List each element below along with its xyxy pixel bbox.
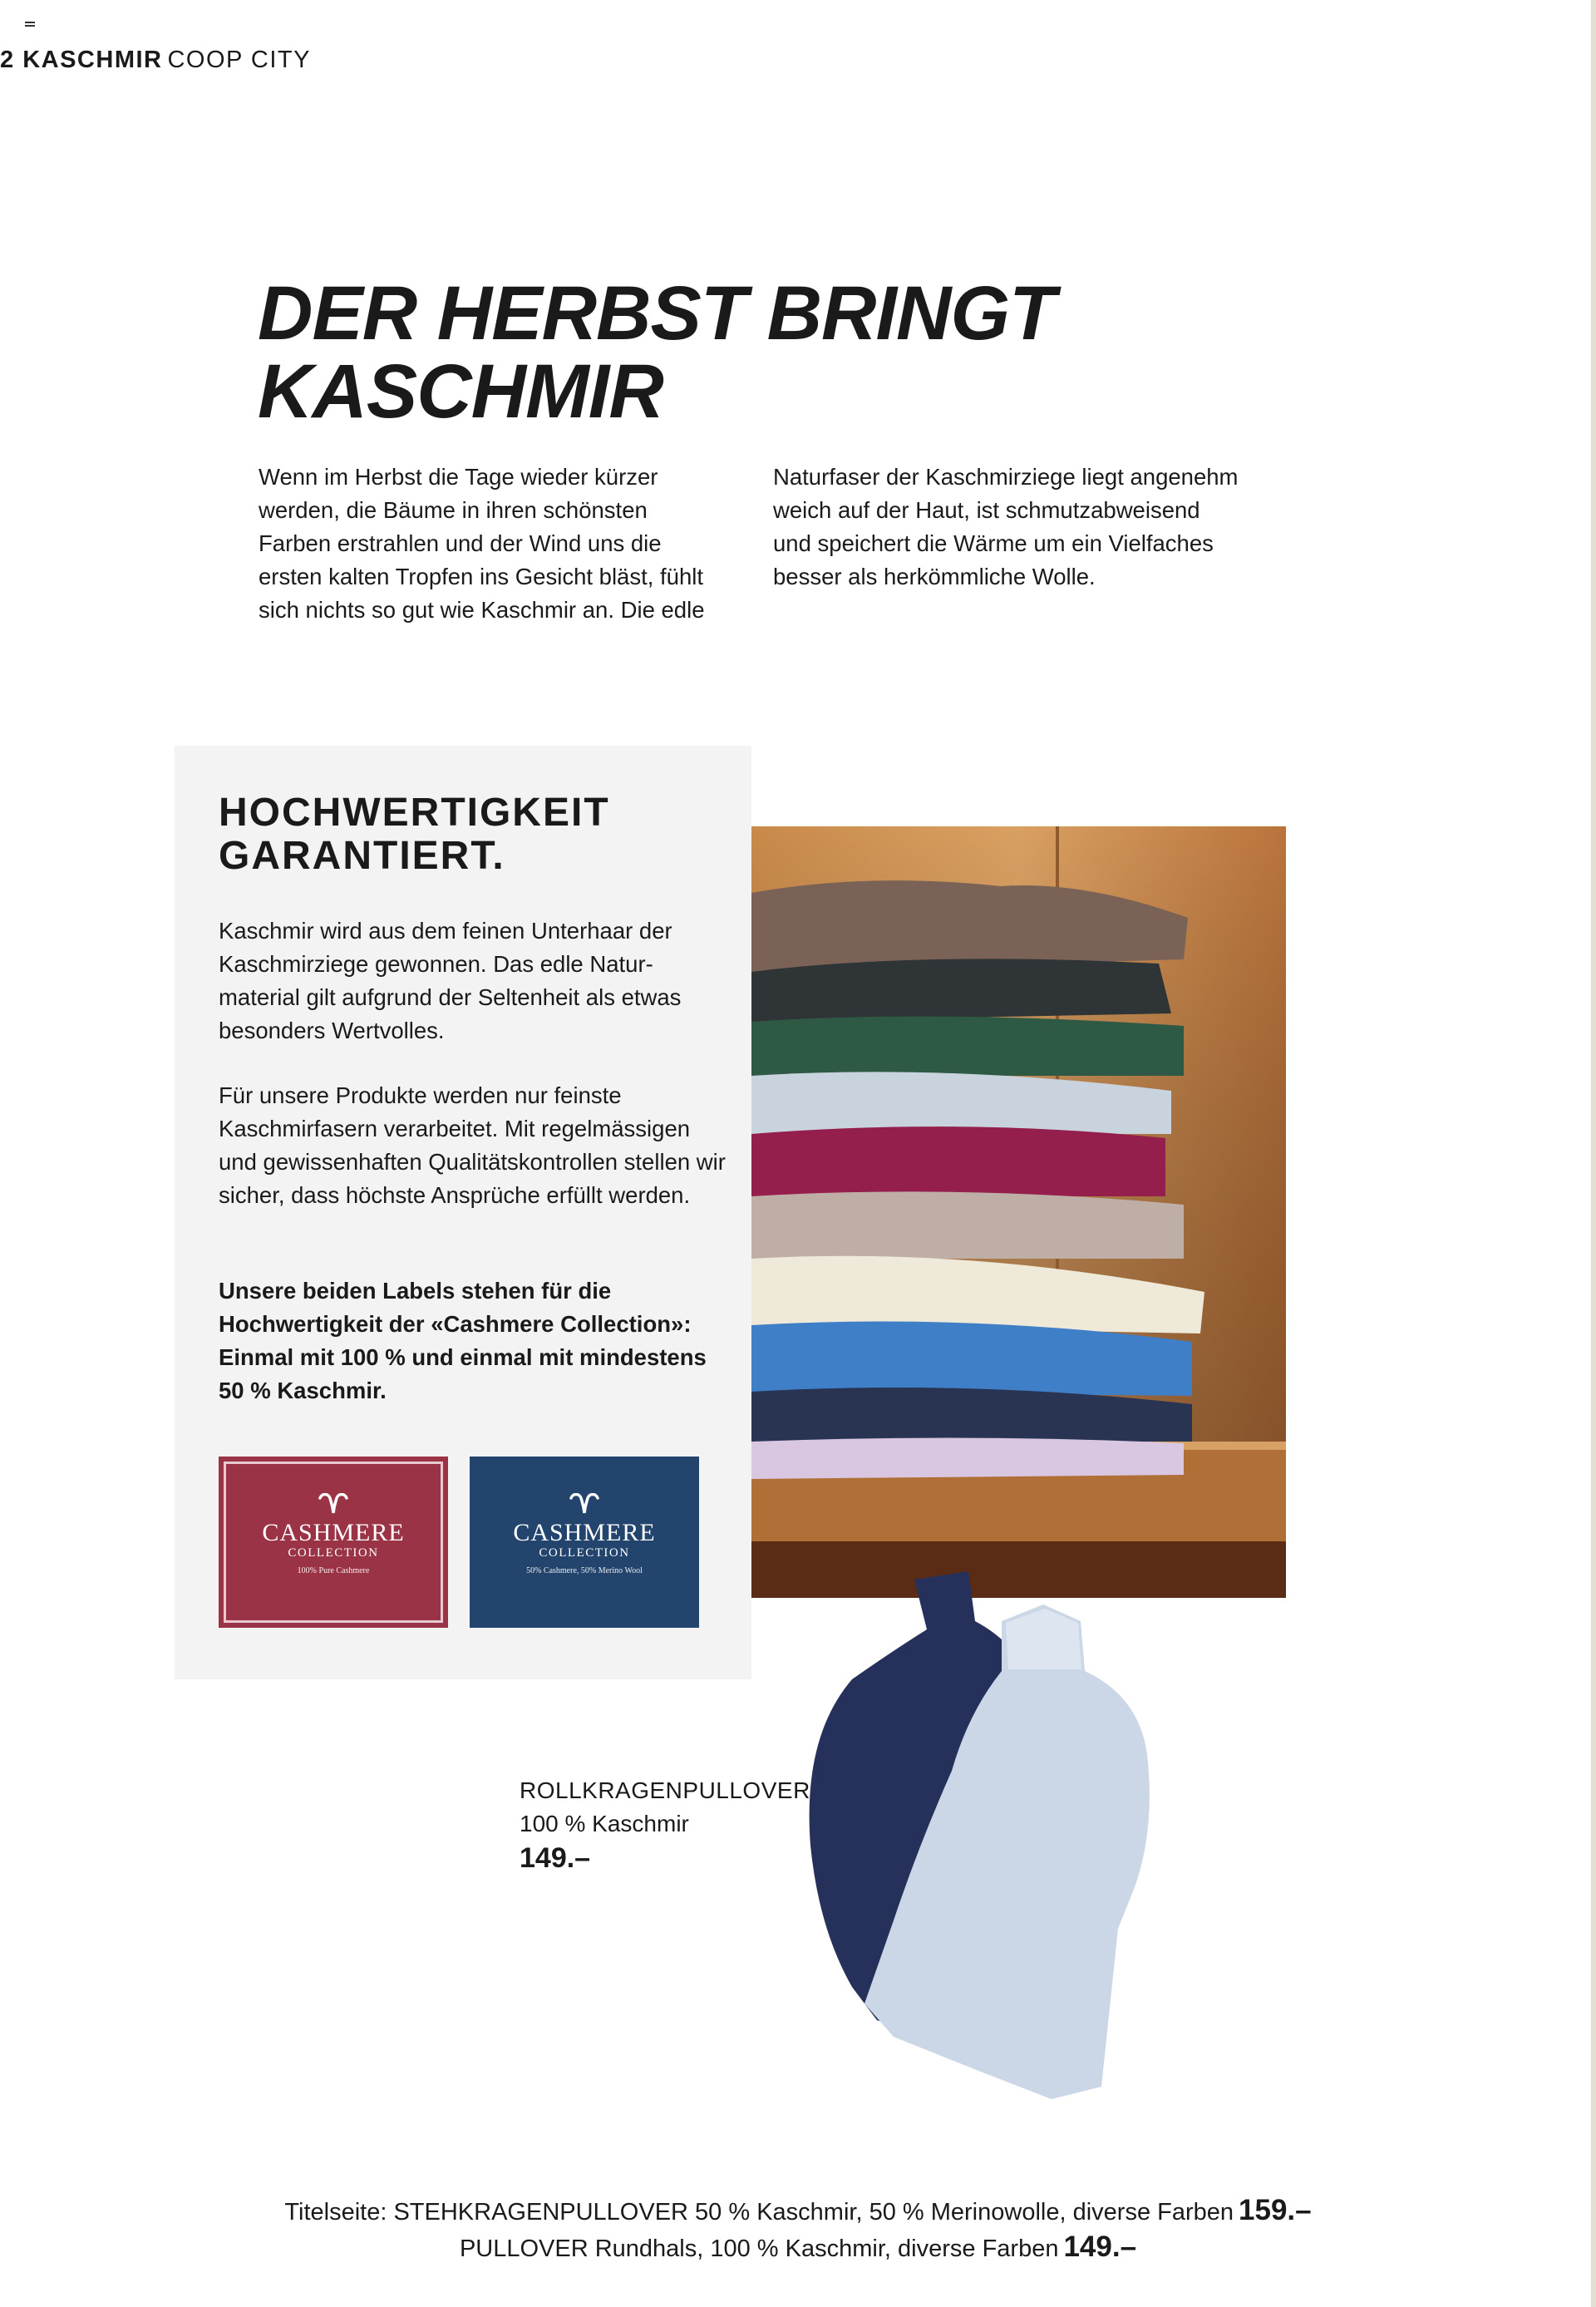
product-price: 149.– [520,1842,591,1874]
intro-text-left: Wenn im Herbst die Tage wieder kürzer werden, die Bäume in ihren schönsten Farben erstrahlen und der Wind uns die ersten kalten Tropfen ins Gesicht bläst, fühlt sich nichts so gut wie Kaschmir an. Die edle [259,464,705,623]
quality-paragraph-1: Kaschmir wird aus dem feinen Unterhaar der Kaschmirziege gewonnen. Das edle Naturmaterial gilt aufgrund der Seltenheit als etwas besonders Wertvolles. [219,918,682,1043]
footer-line-1-text: Titelseite: STEHKRAGENPULLOVER 50 % Kaschmir, 50 % Merinowolle, diverse Farben [284,2199,1234,2226]
label-pure-cashmere [219,1457,448,1628]
label-desc: 50% Cashmere, 50% Merino Wool [526,1566,643,1575]
brand-name: COOP CITY [167,47,311,73]
headline-line-2: KASCHMIR [258,349,663,434]
footer-line-2-price: 149.– [1063,2231,1137,2263]
quality-title-line-1: HOCHWERTIGKEIT [219,791,610,835]
page-edge [1591,0,1596,2307]
page-number: 2 [0,47,15,73]
footer-line-1-price: 159.– [1239,2194,1312,2226]
quality-title [219,791,734,878]
intro-text-right: Naturfaser der Kaschmirziege liegt angenehm weich auf der Haut, ist schmutzabweisend und speichert die Wärme um ein Vielfaches besser als herkömmliche Wolle. [773,464,1239,589]
quality-paragraph-2: Für unsere Produkte werden nur feinste Kaschmirfasern verarbeitet. Mit regelmässigen und gewissenhaften Qualitätskontrollen stellen wir sicher, dass höchste Ansprüche erfüllt werden. [219,1082,726,1208]
quality-title-line-2: GARANTIERT. [219,834,505,878]
label-name: CASHMERE [262,1519,405,1546]
product-name: ROLLKRAGENPULLOVER [520,1777,810,1803]
footer-line-2 [0,2229,1596,2267]
headline-line-1: DER HERBST BRINGT [258,271,1056,356]
label-desc: 100% Pure Cashmere [297,1566,370,1575]
footer-line-2-text: PULLOVER Rundhals, 100 % Kaschmir, diverse Farben [459,2236,1059,2262]
label-cashmere-merino [470,1457,699,1628]
product-material: 100 % Kaschmir [520,1811,689,1836]
menu-icon[interactable] [25,22,35,30]
label-name: CASHMERE [513,1519,656,1546]
section-name: KASCHMIR [22,47,163,73]
quality-paragraph-3: Unsere beiden Labels stehen für die Hochwertigkeit der «Cashmere Collection»: Einmal mit 100 % und einmal mit mindestens 50 % Kaschmir. [219,1278,707,1403]
goat-horns-icon [317,1493,350,1515]
label-sub: COLLECTION [288,1546,379,1560]
label-sub: COLLECTION [539,1546,630,1560]
running-head [0,45,311,75]
turtleneck-sweater-photo [802,1571,1185,2103]
footer-line-1 [0,2192,1596,2231]
product-info [520,1774,819,1876]
sweater-stack-photo [751,826,1286,1598]
page-title [258,271,1089,434]
goat-horns-icon [568,1493,601,1515]
